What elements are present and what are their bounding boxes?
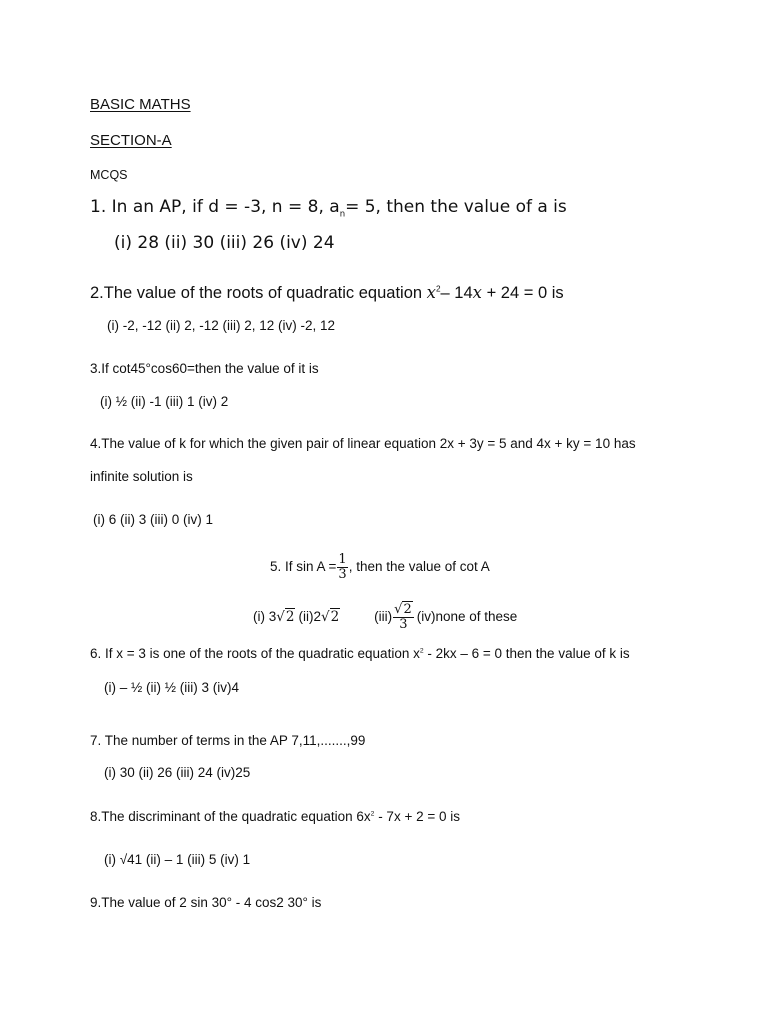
- question-1-subscript: n: [339, 209, 346, 220]
- question-3-options: (i) ½ (ii) -1 (iii) 1 (iv) 2: [100, 394, 229, 409]
- question-4: 4.The value of k for which the given pair of linear equation 2x + 3y = 5 and 4x + ky = 10 has: [90, 436, 636, 451]
- question-8-text-end: - 7x + 2 = 0 is: [374, 809, 460, 824]
- sqrt-2-icon: √2: [320, 609, 340, 626]
- question-5-text-end: , then the value of cot A: [348, 559, 490, 575]
- option-3-label: (iii): [374, 609, 393, 625]
- fraction-denominator: 3: [338, 566, 347, 582]
- option-2-label: (ii)2: [298, 609, 321, 625]
- question-5-options: [253, 603, 517, 631]
- question-8: [90, 809, 460, 825]
- question-2-text-end: + 24 = 0 is: [481, 284, 564, 302]
- question-8-options: (i) √41 (ii) – 1 (iii) 5 (iv) 1: [104, 852, 251, 867]
- question-6-exponent: 2: [419, 647, 424, 655]
- question-2-variable: x: [426, 283, 436, 302]
- question-6: [90, 646, 630, 662]
- question-4-continued: infinite solution is: [90, 469, 193, 484]
- question-3: 3.If cot45°cos60=then the value of it is: [90, 361, 319, 376]
- question-8-text: 8.The discriminant of the quadratic equation 6x: [90, 809, 371, 824]
- question-1-text: 1. In an AP, if d = -3, n = 8, a: [90, 197, 340, 217]
- option-1-label: (i) 3: [253, 609, 277, 625]
- question-5: [270, 553, 490, 581]
- question-2: [90, 283, 564, 304]
- question-4-options: (i) 6 (ii) 3 (iii) 0 (iv) 1: [93, 512, 213, 527]
- mcqs-heading: MCQS: [90, 168, 128, 182]
- question-2-variable-2: x: [472, 283, 482, 302]
- option-4-label: (iv)none of these: [416, 609, 518, 625]
- question-6-options: (i) – ½ (ii) ½ (iii) 3 (iv)4: [104, 680, 240, 695]
- document-title: BASIC MATHS: [90, 96, 191, 113]
- question-5-fraction: [337, 553, 347, 581]
- question-2-text: 2.The value of the roots of quadratic equation: [90, 284, 427, 302]
- question-9: 9.The value of 2 sin 30° - 4 cos2 30° is: [90, 895, 322, 910]
- question-7: 7. The number of terms in the AP 7,11,.......,99: [90, 733, 366, 748]
- question-1-options: (i) 28 (ii) 30 (iii) 26 (iv) 24: [114, 233, 335, 253]
- question-2-exponent: 2: [435, 284, 441, 294]
- question-5-text: 5. If sin A =: [270, 559, 337, 575]
- sqrt-2-icon: √2: [276, 609, 295, 626]
- question-1: [90, 197, 567, 220]
- fraction-numerator: 1: [338, 552, 347, 567]
- question-2-options: (i) -2, -12 (ii) 2, -12 (iii) 2, 12 (iv) -2, 12: [107, 318, 336, 333]
- question-7-options: (i) 30 (ii) 26 (iii) 24 (iv)25: [104, 765, 251, 780]
- question-2-term: – 14: [440, 284, 473, 302]
- section-heading: SECTION-A: [90, 132, 172, 149]
- question-6-text-end: - 2kx – 6 = 0 then the value of k is: [423, 646, 630, 661]
- question-8-exponent: 2: [370, 810, 375, 818]
- option-3-fraction: $\frac{√2}{3}$: [394, 602, 412, 632]
- question-6-text: 6. If x = 3 is one of the roots of the quadratic equation x: [90, 646, 420, 661]
- question-1-text-end: = 5, then the value of a is: [345, 197, 567, 217]
